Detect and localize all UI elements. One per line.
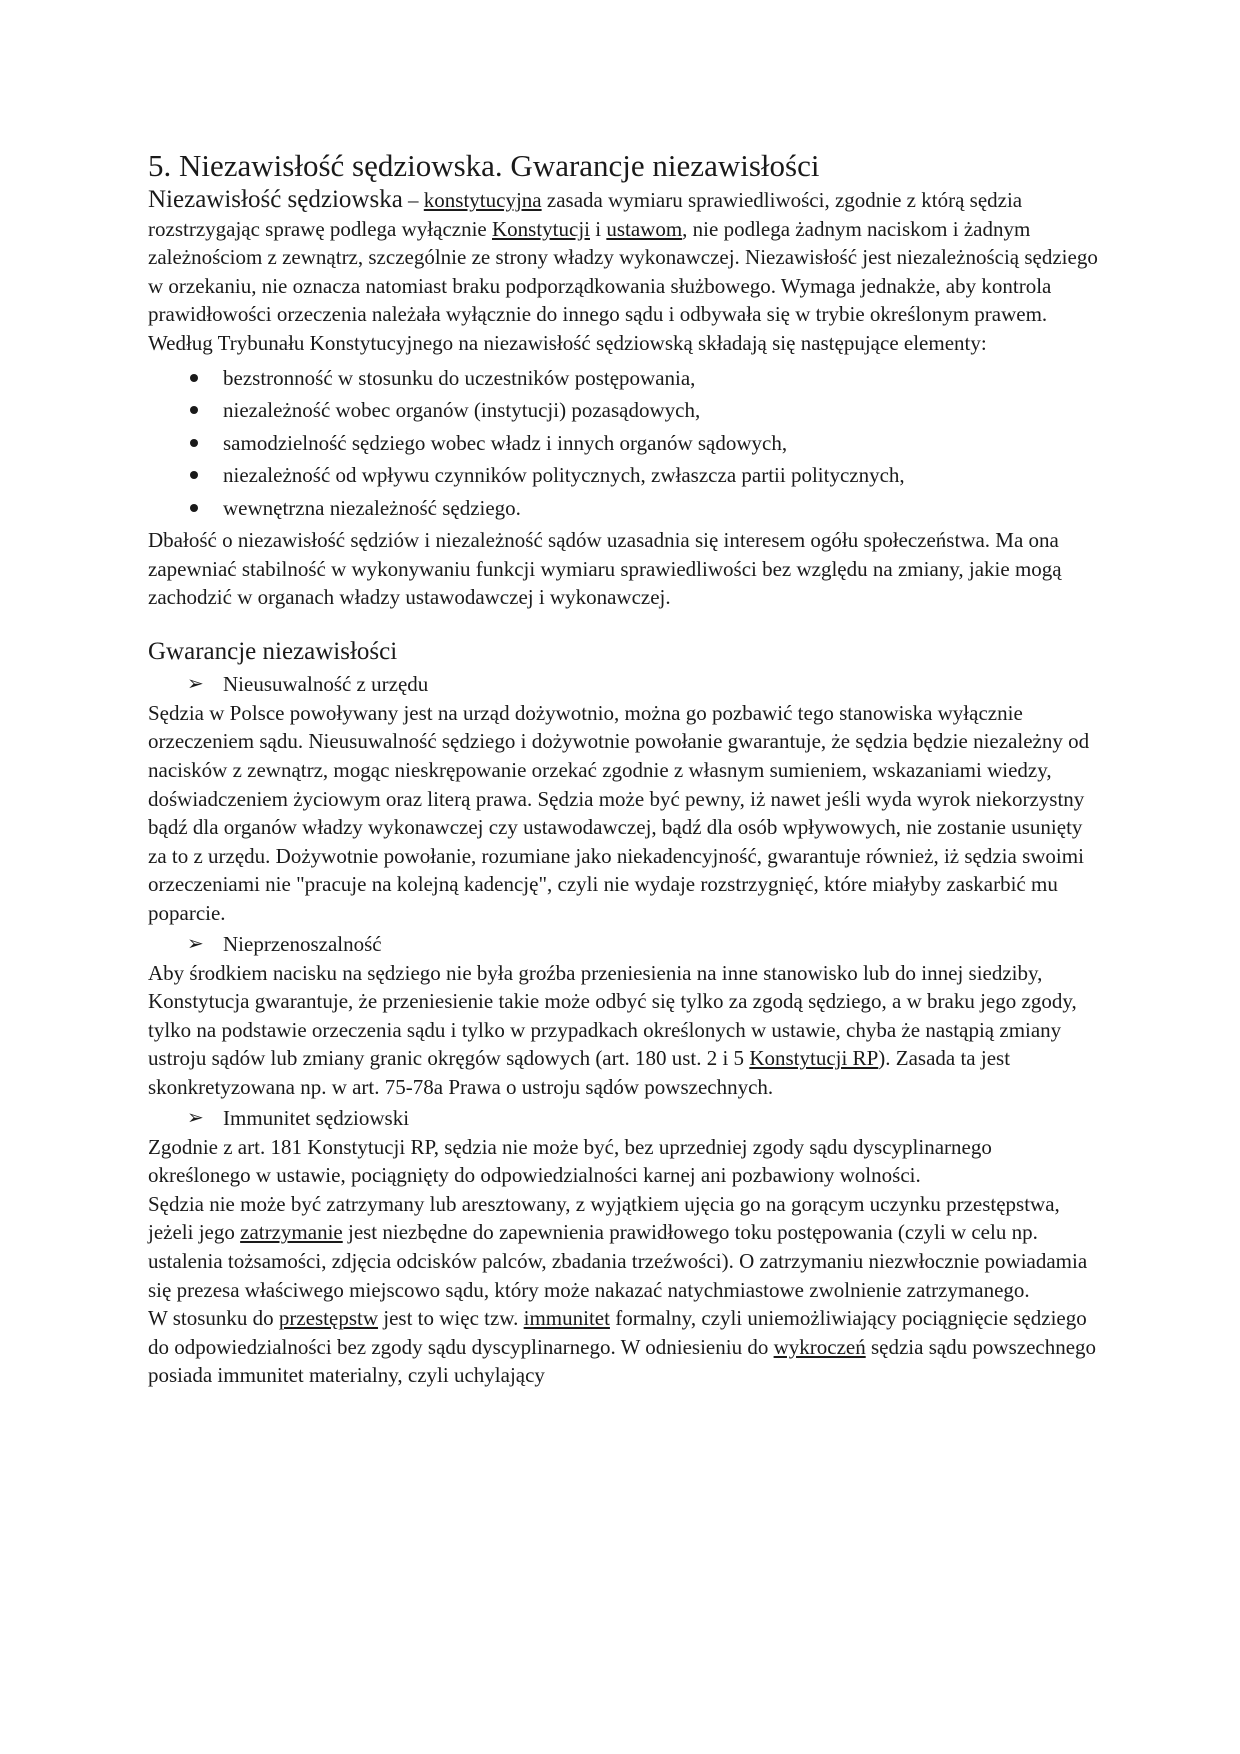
document-page xyxy=(148,146,1098,1390)
bullet-icon xyxy=(190,406,198,414)
link-zatrzymanie[interactable]: zatrzymanie xyxy=(240,1220,343,1245)
guarantee-heading-immunitet: ➢ Immunitet sędziowski xyxy=(148,1104,1098,1133)
nieprzenoszalnosc-paragraph: Aby środkiem nacisku na sędziego nie była groźba przeniesienia na inne stanowisko lub do innej siedziby, Konstytucja gwarantuje, że przeniesienie takie może odbyć się tylko za zgodą sędziego, a w braku jego zgody, tylko na podstawie orzeczenia sądu i tylko w przypadkach określonych w ustawie, chyba że nastąpią zmiany ustroju sądów lub zmiany granic okręgów sądowych (art. 180 ust. 2 i 5 Konstytucji RP). Zasada ta jest skonkretyzowana np. w art. 75-78a Prawa o ustroju sądów powszechnych. xyxy=(148,960,1077,1099)
elements-list xyxy=(148,362,1098,525)
bullet-icon xyxy=(190,439,198,447)
arrow-bullet-icon: ➢ xyxy=(187,1106,204,1129)
immunitet-paragraph-3: W stosunku do przestępstw jest to więc tzw. immunitet formalny, czyli uniemożliwiający pociągnięcie sędziego do odpowiedzialności bez zgody sądu dyscyplinarnego. W odniesieniu do wykroczeń sędzia sądu powszechnego posiada immunitet materialny, czyli uchylający xyxy=(148,1306,1097,1388)
link-przestepstw[interactable]: przestępstw xyxy=(278,1306,379,1331)
link-konstytucji-rp[interactable]: Konstytucji RP xyxy=(749,1046,879,1071)
link-konstytucyjna[interactable]: konstytucyjna xyxy=(423,188,542,212)
immunitet-paragraph-1: Zgodnie z art. 181 Konstytucji RP, sędzia nie może być, bez uprzedniej zgody sądu dyscyplinarnego określonego w ustawie, pociągnięty do odpowiedzialności karnej ani pozbawiony wolności. xyxy=(148,1134,992,1188)
arrow-bullet-icon: ➢ xyxy=(187,672,204,695)
page-title: 5. Niezawisłość sędziowska. Gwarancje niezawisłości xyxy=(148,148,820,183)
list-item: wewnętrzna niezależność sędziego. xyxy=(148,492,1098,525)
arrow-bullet-icon: ➢ xyxy=(187,932,204,955)
immunitet-paragraph-2: Sędzia nie może być zatrzymany lub aresztowany, z wyjątkiem ujęcia go na gorącym uczynku przestępstwa, jeżeli jego zatrzymanie jest niezbędne do zapewnienia prawidłowego toku postępowania (czyli w celu np. ustalenia tożsamości, zdjęcia odcisków palców, zbadania trzeźwości). O zatrzymaniu niezwłocznie powiadamia się prezesa właściwego miejscowo sądu, który może nakazać natychmiastowe zwolnienie zatrzymanego. xyxy=(148,1191,1088,1302)
guarantee-heading-nieusuwalnosc: ➢ Nieusuwalność z urzędu xyxy=(148,670,1098,699)
guarantee-heading-nieprzenoszalnosc: ➢ Nieprzenoszalność xyxy=(148,930,1098,959)
link-immunitet[interactable]: immunitet xyxy=(523,1306,610,1331)
link-ustawom[interactable]: ustawom xyxy=(606,216,683,241)
bullet-icon xyxy=(190,374,198,382)
list-item: samodzielność sędziego wobec władz i innych organów sądowych, xyxy=(148,427,1098,460)
intro-paragraph: Niezawisłość sędziowska – konstytucyjna zasada wymiaru sprawiedliwości, zgodnie z którą sędzia rozstrzygając sprawę podlega wyłącznie Konstytucji i ustawom, nie podlega żadnym naciskom i żadnym zależnościom z zewnątrz, szczególnie ze strony władzy wykonawczej. Niezawisłość jest niezależnością sędziego w orzekaniu, nie oznacza natomiast braku podporządkowania służbowego. Wymaga jednakże, aby kontrola prawidłowości orzeczenia należała wyłącznie do innego sądu i odbywała się w trybie określonym prawem. Według Trybunału Konstytucyjnego na niezawisłość sędziowską składają się następujące elementy: xyxy=(148,186,1098,355)
list-item: bezstronność w stosunku do uczestników postępowania, xyxy=(148,362,1098,395)
link-wykroczen[interactable]: wykroczeń xyxy=(773,1334,866,1359)
lead-term: Niezawisłość sędziowska xyxy=(148,186,403,213)
bullet-icon xyxy=(190,471,198,479)
dbalosc-paragraph: Dbałość o niezawisłość sędziów i niezależność sądów uzasadnia się interesem ogółu społeczeństwa. Ma ona zapewniać stabilność w wykonywaniu funkcji wymiaru sprawiedliwości bez względu na zmiany, jakie mogą zachodzić w organach władzy ustawodawczej i wykonawczej. xyxy=(148,528,1062,610)
nieusuwalnosc-paragraph: Sędzia w Polsce powoływany jest na urząd dożywotnio, można go pozbawić tego stanowiska wyłącznie orzeczeniem sądu. Nieusuwalność sędziego i dożywotnie powołanie gwarantuje, że sędzia będzie niezależny od nacisków z zewnątrz, mogąc nieskrępowanie orzekać zgodnie z własnym sumieniem, wskazaniami wiedzy, doświadczeniem życiowym oraz literą prawa. Sędzia może być pewny, iż nawet jeśli wyda wyrok niekorzystny bądź dla organów władzy wykonawczej czy ustawodawczej, bądź dla osób wpływowych, nie zostanie usunięty za to z urzędu. Dożywotnie powołanie, rozumiane jako niekadencyjność, gwarantuje również, iż sędzia swoimi orzeczeniami nie "pracuje na kolejną kadencję", czyli nie wydaje rozstrzygnięć, które miałyby zaskarbić mu poparcie. xyxy=(148,700,1090,925)
bullet-icon xyxy=(190,504,198,512)
link-konstytucji[interactable]: Konstytucji xyxy=(492,216,590,241)
list-item: niezależność od wpływu czynników politycznych, zwłaszcza partii politycznych, xyxy=(148,459,1098,492)
gwarancje-heading: Gwarancje niezawisłości xyxy=(148,637,398,665)
list-item: niezależność wobec organów (instytucji) pozasądowych, xyxy=(148,394,1098,427)
